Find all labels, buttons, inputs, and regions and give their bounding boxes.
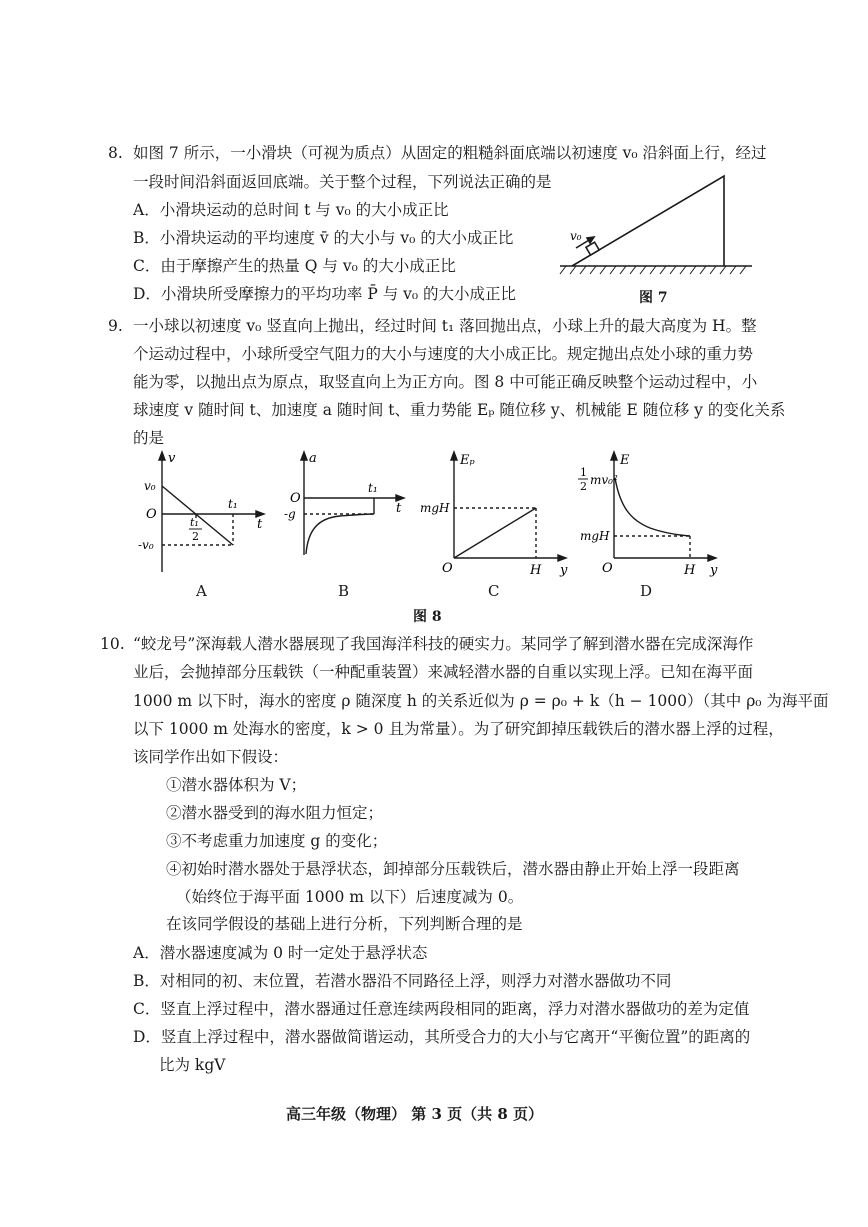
graph-c-h: H	[530, 563, 542, 578]
graph-a-half-den: 2	[192, 530, 199, 543]
graph-a-t1: t₁	[228, 497, 238, 511]
graph-c-label: C	[488, 582, 500, 600]
q8-option-a: A．小滑块运动的总时间 t 与 v₀ 的大小成正比	[133, 201, 449, 219]
graph-b-neg-g: -g	[284, 507, 296, 521]
q8-option-d: D．小滑块所受摩擦力的平均功率 P̄ 与 v₀ 的大小成正比	[133, 285, 517, 303]
q9-stem-line4: 球速度 v 随时间 t、加速度 a 随时间 t、重力势能 Eₚ 随位移 y、机械能 E 随位移 y 的变化关系	[133, 401, 786, 419]
graph-d-y-axis: E	[620, 453, 630, 468]
q10-assumption-2: ②潜水器受到的海水阻力恒定；	[166, 804, 384, 822]
graph-a-neg-v0: -v₀	[138, 538, 154, 552]
graph-b-t1: t₁	[368, 481, 378, 495]
graph-d-h: H	[684, 563, 696, 578]
q9-stem-line1: 一小球以初速度 v₀ 竖直向上抛出，经过时间 t₁ 落回抛出点，小球上升的最大高度为 H。整	[133, 317, 757, 335]
graph-d-half-num: 1	[580, 466, 587, 479]
graph-b-y-axis: a	[309, 451, 317, 466]
q9-stem-line5: 的是	[133, 429, 165, 447]
page-footer: 高三年级（物理） 第 3 页（共 8 页）	[286, 1105, 543, 1123]
q9-number: 9.	[108, 317, 123, 335]
graph-a-y-axis: v	[168, 451, 176, 466]
graph-d-mv0sq: mv₀²	[590, 473, 618, 487]
figure-7-v0-label: v₀	[570, 229, 582, 243]
graph-d-label: D	[640, 582, 653, 600]
figure-8-caption: 图 8	[413, 609, 442, 625]
graph-c-x-axis: y	[560, 563, 568, 578]
q8-stem-line2: 一段时间沿斜面返回底端。关于整个过程，下列说法正确的是	[133, 173, 552, 191]
q10-assumption-4-line2: （始终位于海平面 1000 m 以下）后速度减为 0。	[176, 888, 524, 906]
graph-b-origin: O	[290, 491, 301, 506]
q10-assumption-4-line1: ④初始时潜水器处于悬浮状态，卸掉部分压载铁后，潜水器由静止开始上浮一段距离	[166, 860, 740, 878]
graph-a-half-num: t₁	[190, 516, 199, 529]
graph-a-label: A	[196, 582, 207, 600]
graph-b-a-t	[282, 450, 412, 560]
graph-a-v-t	[136, 450, 276, 580]
q10-number: 10.	[100, 635, 125, 653]
q10-stem-line5: 该同学作出如下假设：	[133, 748, 289, 766]
graph-c-ep-y	[420, 450, 580, 580]
graph-a-x-axis: t	[257, 517, 263, 532]
graph-a-origin: O	[146, 507, 157, 522]
graph-b-x-axis: t	[396, 501, 402, 516]
q10-option-d-line2: 比为 kgV	[159, 1056, 226, 1074]
q10-option-a: A．潜水器速度减为 0 时一定处于悬浮状态	[133, 944, 428, 962]
graph-c-origin: O	[442, 561, 453, 576]
q8-option-c: C．由于摩擦产生的热量 Q 与 v₀ 的大小成正比	[133, 257, 456, 275]
q9-stem-line2: 个运动过程中，小球所受空气阻力的大小与速度的大小成正比。规定抛出点处小球的重力势	[133, 345, 754, 363]
q10-lead: 在该同学假设的基础上进行分析，下列判断合理的是	[166, 915, 523, 933]
graph-d-x-axis: y	[710, 563, 718, 578]
q10-option-b: B．对相同的初、末位置，若潜水器沿不同路径上浮，则浮力对潜水器做功不同	[133, 972, 672, 990]
graph-d-half-den: 2	[580, 480, 587, 493]
q9-stem-line3: 能为零，以抛出点为原点，取竖直向上为正方向。图 8 中可能正确反映整个运动过程中，小	[133, 373, 758, 391]
q10-option-d-line1: D．竖直上浮过程中，潜水器做简谐运动，其所受合力的大小与它离开“平衡位置”的距离的	[133, 1028, 751, 1046]
q10-assumption-1: ①潜水器体积为 V；	[166, 776, 307, 794]
q8-option-b: B．小滑块运动的平均速度 v̄ 的大小与 v₀ 的大小成正比	[133, 229, 514, 247]
graph-c-y-axis: Eₚ	[460, 453, 475, 468]
q10-stem-line2: 业后，会抛掉部分压载铁（一种配重装置）来减轻潜水器的自重以实现上浮。已知在海平面	[133, 663, 754, 681]
figure-7-incline	[556, 168, 756, 280]
q10-stem-line1: “蛟龙号”深海载人潜水器展现了我国海洋科技的硬实力。某同学了解到潜水器在完成深海作	[133, 635, 754, 653]
graph-c-mgh: mgH	[420, 501, 450, 515]
q10-stem-line3: 1000 m 以下时，海水的密度 ρ 随深度 h 的关系近似为 ρ = ρ₀ + k（h − 1000）（其中 ρ₀ 为海平面	[133, 692, 829, 710]
graph-b-label: B	[338, 582, 350, 600]
graph-d-origin: O	[602, 561, 613, 576]
graph-d-mgh: mgH	[580, 529, 610, 543]
figure-7-caption: 图 7	[639, 290, 668, 306]
q8-stem-line1: 如图 7 所示，一小滑块（可视为质点）从固定的粗糙斜面底端以初速度 v₀ 沿斜面上行，经过	[133, 144, 767, 162]
q10-stem-line4: 以下 1000 m 处海水的密度，k > 0 且为常量）。为了研究卸掉压载铁后的潜水器上浮的过程，	[133, 720, 784, 738]
q10-assumption-3: ③不考虑重力加速度 g 的变化；	[166, 832, 388, 850]
graph-a-v0: v₀	[144, 479, 156, 493]
q8-number: 8.	[108, 144, 123, 162]
graph-d-e-y	[572, 450, 732, 580]
q10-option-c: C．竖直上浮过程中，潜水器通过任意连续两段相同的距离，浮力对潜水器做功的差为定值	[133, 1000, 750, 1018]
